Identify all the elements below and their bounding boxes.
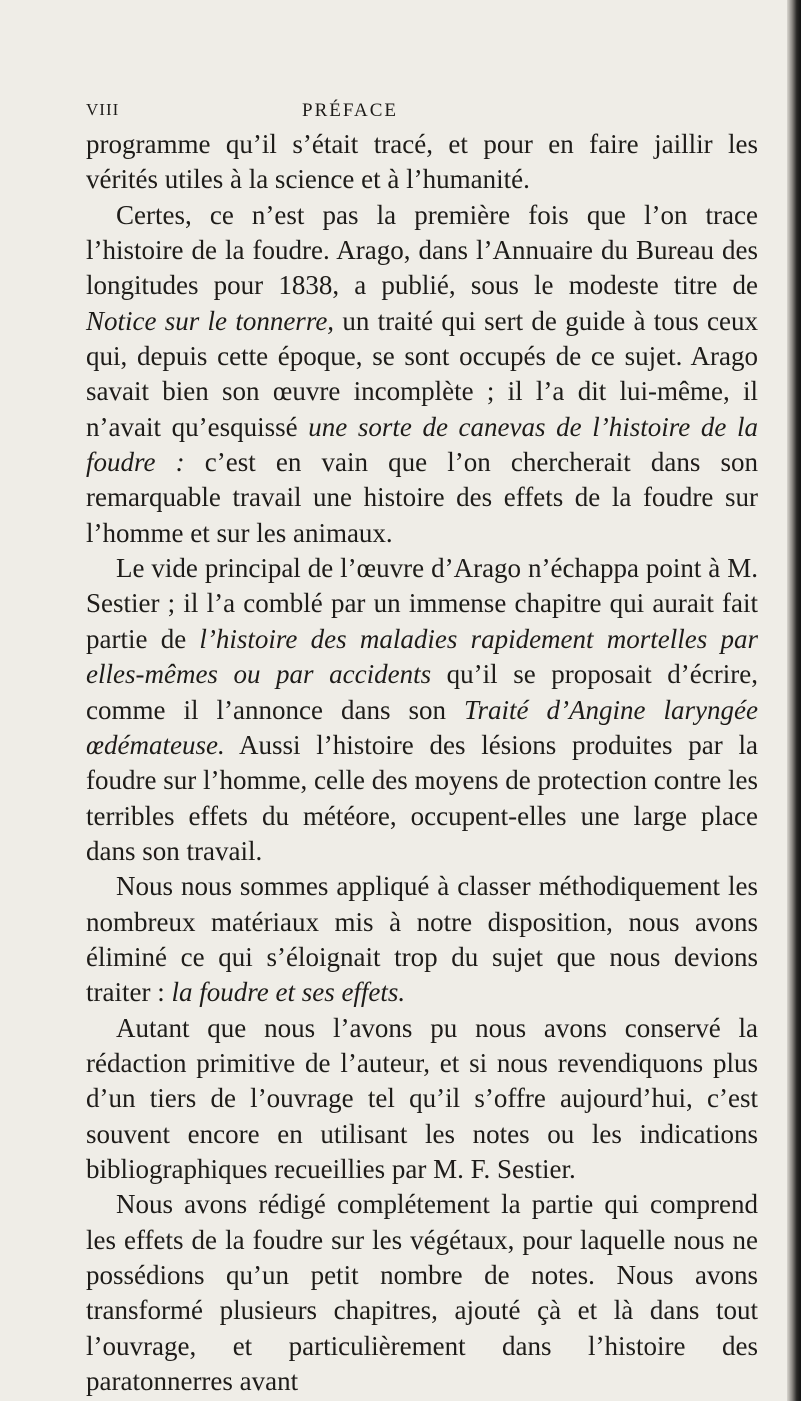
paragraph: [86, 127, 758, 198]
italic-text: une sorte de canevas de l’histoire de la foudre :: [86, 411, 758, 478]
text-run: Le vide principal de l’œuvre d’Arago n’échappa point à M. Sestier ; il l’a comblé par un immense chapitre qui aurait fait partie de: [86, 553, 758, 654]
text-run: Nous avons rédigé complétement la partie qui comprend les effets de la foudre sur les végétaux, pour laquelle nous ne possédions qu’un petit nombre de notes. Nous avons transformé plusieurs chapitres, ajouté çà et là dans tout l’ouvrage, et particulièrement dans l’histoire des paratonnerres avant: [86, 1189, 758, 1397]
running-title: PRÉFACE: [302, 100, 399, 121]
running-head: [86, 100, 691, 130]
text-run: Nous nous sommes appliqué à classer méthodiquement les nombreux matériaux mis à notre disposition, nous avons éliminé ce qui s’éloignait trop du sujet que nous devions traiter :: [86, 871, 758, 1008]
body-text: [86, 127, 758, 1399]
italic-text: Traité d’Angine laryngée œdémateuse.: [86, 694, 759, 760]
text-run: Aussi l’histoire des lésions produites par la foudre sur l’homme, celle des moyens de protection contre les terribles effets du météore, occupent-elles une large place dans son travail.: [86, 729, 758, 866]
italic-text: l’histoire des maladies rapidement mortelles par elles-mêmes ou par accidents: [86, 623, 758, 690]
text-run: qu’il se proposait d’écrire, comme il l’annonce dans son: [86, 659, 758, 725]
paragraph: [86, 551, 758, 869]
text-run: Certes, ce n’est pas la première fois que l’on trace l’histoire de la foudre. Arago, dans l’Annuaire du Bureau des longitudes pour 1838, a publié, sous le modeste titre de: [86, 199, 758, 301]
text-run: un traité qui sert de guide à tous ceux qui, depuis cette époque, se sont occupés de ce sujet. Arago savait bien son œuvre incomplète ; il l’a dit lui-même, il n’avait qu’esquissé: [86, 305, 758, 442]
page-binding-edge: [787, 0, 801, 1401]
paragraph: [86, 869, 758, 1010]
page-number: VIII: [86, 100, 120, 119]
paragraph: [86, 198, 758, 551]
paragraph: [86, 1011, 758, 1188]
italic-text: Notice sur le tonnerre,: [86, 305, 335, 336]
text-run: c’est en vain que l’on chercherait dans son remarquable travail une histoire des effets de la foudre sur l’homme et sur les animaux.: [86, 447, 758, 548]
text-run: programme qu’il s’était tracé, et pour en faire jaillir les vérités utiles à la science et à l’humanité.: [86, 129, 758, 195]
paragraph: [86, 1187, 758, 1399]
italic-text: la foudre et ses effets.: [171, 977, 406, 1008]
text-run: Autant que nous l’avons pu nous avons conservé la rédaction primitive de l’auteur, et si nous revendiquons plus d’un tiers de l’ouvrage tel qu’il s’offre aujourd’hui, c’est souvent encore en utilisant les notes ou les indications bibliographiques recueillies par M. F. Sestier.: [86, 1012, 758, 1184]
